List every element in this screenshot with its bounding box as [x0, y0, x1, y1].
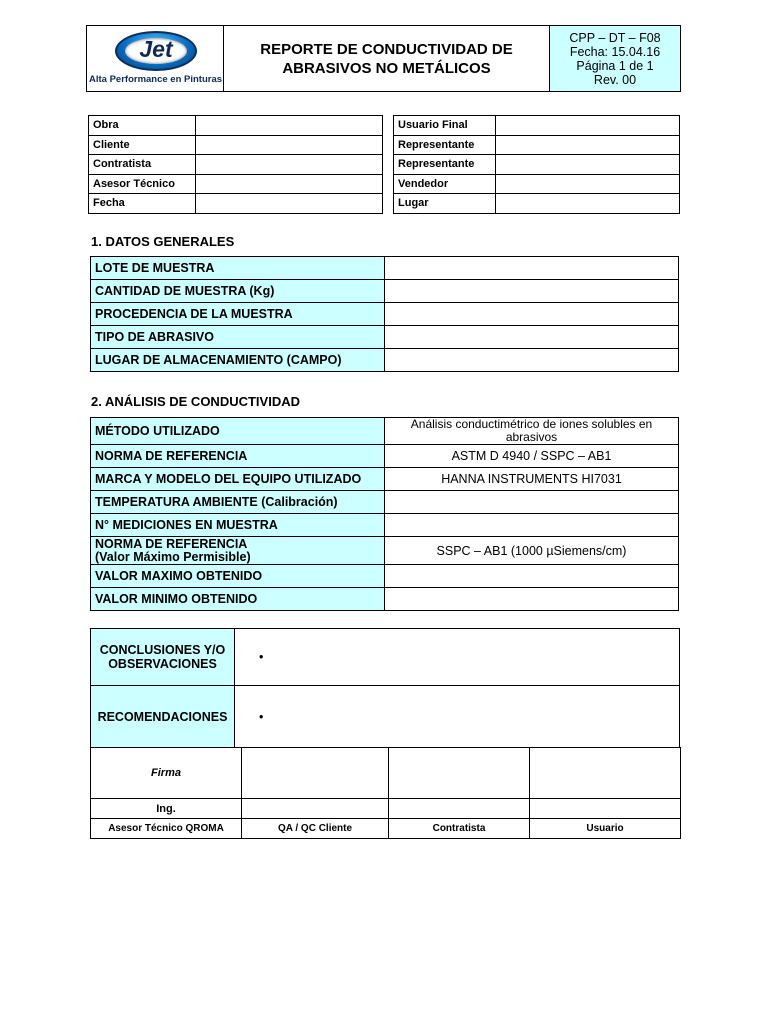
- page-number: Página 1 de 1: [576, 58, 654, 73]
- row-value[interactable]: HANNA INSTRUMENTS HI7031: [385, 468, 679, 491]
- info-label: Representante: [394, 155, 496, 175]
- info-label: Representante: [394, 135, 496, 155]
- document-code: CPP – DT – F08: [569, 30, 661, 45]
- info-field[interactable]: [196, 155, 383, 175]
- row-value[interactable]: [385, 326, 679, 349]
- info-label: Fecha: [89, 194, 196, 214]
- row-value[interactable]: [385, 303, 679, 326]
- row-value[interactable]: [385, 280, 679, 303]
- row-value[interactable]: [385, 565, 679, 588]
- conclusions-label: CONCLUSIONES Y/O OBSERVACIONES: [91, 629, 235, 686]
- row-label: PROCEDENCIA DE LA MUESTRA: [91, 303, 385, 326]
- bullet: •: [259, 650, 264, 664]
- section-1-title: 1. DATOS GENERALES: [91, 234, 235, 249]
- info-field[interactable]: [196, 135, 383, 155]
- info-field[interactable]: [196, 194, 383, 214]
- logo-cell: [87, 26, 224, 92]
- firma-label: Firma: [91, 748, 242, 799]
- info-table-left: [88, 115, 383, 214]
- row-label: NORMA DE REFERENCIA: [91, 445, 385, 468]
- title-line-1: REPORTE DE CONDUCTIVIDAD DE: [260, 40, 513, 58]
- signature-field[interactable]: [389, 748, 530, 799]
- info-field[interactable]: [196, 174, 383, 194]
- row-label: N° MEDICIONES EN MUESTRA: [91, 514, 385, 537]
- row-label: [91, 537, 385, 565]
- role-label: Usuario: [530, 819, 681, 839]
- row-value[interactable]: [385, 514, 679, 537]
- role-label: QA / QC Cliente: [242, 819, 389, 839]
- row-label: LUGAR DE ALMACENAMIENTO (CAMPO): [91, 349, 385, 372]
- row-label-line-2: (Valor Máximo Permisible): [95, 549, 251, 564]
- info-field[interactable]: [196, 116, 383, 136]
- row-label-line-1: NORMA DE REFERENCIA: [95, 536, 248, 551]
- row-label: TIPO DE ABRASIVO: [91, 326, 385, 349]
- jet-logo: [115, 31, 197, 71]
- row-value[interactable]: [385, 491, 679, 514]
- header-table: [86, 25, 681, 92]
- info-field[interactable]: [496, 135, 680, 155]
- logo-subtitle: Alta Performance en Pinturas: [89, 74, 223, 85]
- info-label: Lugar: [394, 194, 496, 214]
- info-field[interactable]: [496, 194, 680, 214]
- document-code-block: [550, 26, 681, 92]
- role-label: Contratista: [389, 819, 530, 839]
- conclusions-table: [90, 628, 680, 748]
- info-field[interactable]: [496, 155, 680, 175]
- row-value[interactable]: SSPC – AB1 (1000 µSiemens/cm): [385, 537, 679, 565]
- name-field[interactable]: [242, 799, 389, 819]
- signature-table: [90, 747, 681, 839]
- row-label: MARCA Y MODELO DEL EQUIPO UTILIZADO: [91, 468, 385, 491]
- row-label: MÉTODO UTILIZADO: [91, 418, 385, 445]
- logo-text: Jet: [139, 36, 173, 62]
- row-label: TEMPERATURA AMBIENTE (Calibración): [91, 491, 385, 514]
- info-label: Cliente: [89, 135, 196, 155]
- row-value[interactable]: ASTM D 4940 / SSPC – AB1: [385, 445, 679, 468]
- section-2-title: 2. ANÁLISIS DE CONDUCTIVIDAD: [91, 394, 300, 409]
- name-field[interactable]: [389, 799, 530, 819]
- info-label: Asesor Técnico: [89, 174, 196, 194]
- general-data-table: [90, 256, 679, 372]
- info-label: Vendedor: [394, 174, 496, 194]
- conductivity-table: [90, 417, 679, 611]
- row-value[interactable]: [385, 588, 679, 611]
- row-value[interactable]: [385, 257, 679, 280]
- revision: Rev. 00: [593, 72, 637, 87]
- info-label: Obra: [89, 116, 196, 136]
- info-label: Contratista: [89, 155, 196, 175]
- signature-field[interactable]: [242, 748, 389, 799]
- info-table-right: [393, 115, 680, 214]
- row-label: LOTE DE MUESTRA: [91, 257, 385, 280]
- row-label: CANTIDAD DE MUESTRA (Kg): [91, 280, 385, 303]
- signature-field[interactable]: [530, 748, 681, 799]
- title-line-2: ABRASIVOS NO METÁLICOS: [282, 59, 491, 77]
- info-field[interactable]: [496, 116, 680, 136]
- row-value[interactable]: [385, 349, 679, 372]
- bullet: •: [259, 709, 264, 724]
- ing-label: Ing.: [91, 799, 242, 819]
- recommendations-label: RECOMENDACIONES: [91, 686, 235, 748]
- role-label: Asesor Técnico QROMA: [91, 819, 242, 839]
- document-title: [224, 26, 550, 92]
- info-field[interactable]: [496, 174, 680, 194]
- info-label: Usuario Final: [394, 116, 496, 136]
- row-value[interactable]: Análisis conductimétrico de iones solubles en abrasivos: [385, 418, 679, 445]
- name-field[interactable]: [530, 799, 681, 819]
- document-date: Fecha: 15.04.16: [569, 44, 661, 59]
- row-label: VALOR MAXIMO OBTENIDO: [91, 565, 385, 588]
- conclusions-field[interactable]: [235, 629, 680, 686]
- row-label: VALOR MINIMO OBTENIDO: [91, 588, 385, 611]
- recommendations-field[interactable]: [235, 686, 680, 748]
